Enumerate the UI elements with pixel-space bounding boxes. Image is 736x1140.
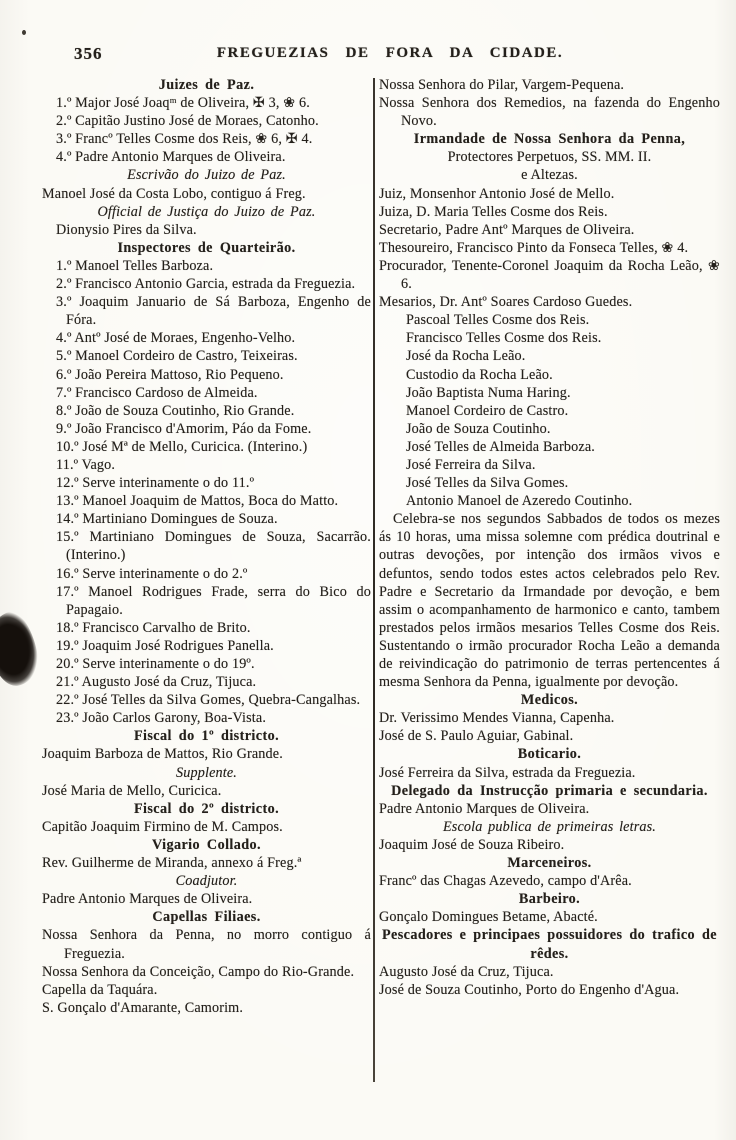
section-heading: Irmandade de Nossa Senhora da Penna,	[413, 131, 686, 148]
text-line: Nossa Senhora do Pilar, Vargem-Pequena.	[379, 77, 625, 93]
text-line: Coadjutor.	[175, 873, 238, 890]
text-line: Juiz, Monsenhor Antonio José de Mello.	[379, 185, 615, 202]
page-title: FREGUEZIAS DE FORA DA CIDADE.	[216, 45, 564, 61]
text-line: Manoel Cordeiro de Castro.	[406, 402, 569, 419]
section-heading: Boticario.	[517, 746, 582, 763]
section-heading: Marceneiros.	[507, 855, 592, 872]
text-line: 6.º João Pereira Mattoso, Rio Pequeno.	[56, 366, 284, 383]
text-line: Pascoal Telles Cosme dos Reis.	[406, 312, 590, 329]
text-line: João Baptista Numa Haring.	[406, 384, 571, 401]
text-line: José Maria de Mello, Curicica.	[42, 782, 222, 799]
text-line: 22.º José Telles da Silva Gomes, Quebra-Cangalhas.	[56, 692, 361, 709]
text-line: 16.º Serve interinamente o do 2.º	[56, 565, 248, 582]
text-line: Mesarios, Dr. Antº Soares Cardoso Guedes.	[379, 294, 633, 311]
text-line: José Ferreira da Silva, estrada da Freguezia.	[379, 764, 636, 781]
text-line: 12.º Serve interinamente o do 11.º	[56, 475, 255, 492]
text-line: 9.º João Francisco d'Amorim, Páo da Fome.	[56, 420, 312, 437]
text-line: Padre Antonio Marques de Oliveira.	[42, 891, 253, 908]
page-number: 356	[74, 44, 103, 63]
text-line: José Telles da Silva Gomes.	[406, 475, 569, 492]
text-line: 4.º Antº José de Moraes, Engenho-Velho.	[56, 330, 296, 347]
paper-speck-artifact	[22, 30, 26, 35]
text-line: Francisco Telles Cosme dos Reis.	[406, 330, 602, 347]
text-line: Procurador, Tenente-Coronel Joaquim da Rocha Leão, ❀ 6.	[379, 257, 720, 293]
text-line: Padre Antonio Marques de Oliveira.	[379, 800, 590, 817]
text-line: Rev. Guilherme de Miranda, annexo á Freg.ª	[42, 855, 302, 872]
text-line: José Telles de Almeida Barboza.	[406, 438, 595, 455]
text-line: 4.º Padre Antonio Marques de Oliveira.	[56, 149, 286, 166]
text-line: Capitão Joaquim Firmino de M. Campos.	[42, 818, 283, 835]
text-line: 1.º Major José Joaqᵐ de Oliveira, ✠ 3, ❀ 6.	[56, 95, 310, 112]
text-line: 21.º Augusto José da Cruz, Tijuca.	[56, 674, 257, 691]
text-line: Joaquim Barboza de Mattos, Rio Grande.	[42, 746, 283, 763]
text-line: Dionysio Pires da Silva.	[56, 221, 197, 238]
column-left	[42, 76, 371, 1017]
text-line: 2.º Capitão Justino José de Moraes, Catonho.	[56, 113, 319, 130]
text-line: Gonçalo Domingues Betame, Abacté.	[379, 909, 598, 926]
text-line: 8.º João de Souza Coutinho, Rio Grande.	[56, 402, 295, 419]
section-heading: Inspectores de Quarteirão.	[117, 239, 296, 256]
text-line: Secretario, Padre Antº Marques de Oliveira.	[379, 221, 635, 238]
text-line: Nossa Senhora dos Remedios, na fazenda do Engenho Novo.	[379, 95, 720, 130]
text-line: 11.º Vago.	[56, 456, 116, 473]
section-heading: Fiscal do 2º districto.	[133, 800, 280, 817]
text-line: 15.º Martiniano Domingues de Souza, Sacarrão. (Interino.)	[56, 529, 371, 564]
text-line: Celebra-se nos segundos Sabbados de todos os mezes ás 10 horas, uma missa solemne com prédica doutrinal e outras devoções, por intenção dos irmãos vivos e defuntos, sendo todos estes actos celebrados pelo Rev. Padre e Secretario da Irmandade por devoção, e bem assim o acompanhamento de harmonico e canto, tambem prestados pelos irmãos mesarios Telles Cosme dos Reis. Sustentando o irmão procurador Rocha Leão a demanda de reivindicação do patrimonio de terras pertencentes á mesma Senhora da Penna, igualmente por devoção.	[379, 511, 720, 691]
text-line: Manoel José da Costa Lobo, contiguo á Freg.	[42, 185, 306, 202]
column-right	[379, 76, 720, 999]
text-line: Joaquim José de Souza Ribeiro.	[379, 836, 565, 853]
text-line: José de S. Paulo Aguiar, Gabinal.	[379, 728, 574, 745]
text-line: Nossa Senhora da Penna, no morro contiguo á Freguezia.	[42, 927, 371, 962]
text-line: Thesoureiro, Francisco Pinto da Fonseca Telles, ❀ 4.	[379, 239, 689, 256]
section-heading: Fiscal do 1º districto.	[133, 728, 280, 745]
text-line: 7.º Francisco Cardoso de Almeida.	[56, 384, 258, 401]
text-line: Custodio da Rocha Leão.	[406, 366, 553, 383]
text-line: José Ferreira da Silva.	[406, 456, 536, 473]
text-line: Escola publica de primeiras letras.	[442, 818, 657, 835]
text-line: Francº das Chagas Azevedo, campo d'Arêa.	[379, 873, 632, 890]
section-heading: Delegado da Instrucção primaria e secundaria.	[391, 782, 708, 799]
text-line: 20.º Serve interinamente o do 19º.	[56, 656, 255, 672]
text-line: 1.º Manoel Telles Barboza.	[56, 257, 214, 274]
text-line: Augusto José da Cruz, Tijuca.	[379, 963, 554, 980]
text-line: S. Gonçalo d'Amarante, Camorim.	[42, 999, 244, 1016]
text-line: João de Souza Coutinho.	[406, 420, 551, 437]
text-line: 18.º Francisco Carvalho de Brito.	[56, 619, 251, 636]
text-line: Capella da Taquára.	[42, 981, 158, 998]
text-line: Dr. Verissimo Mendes Vianna, Capenha.	[379, 710, 615, 727]
section-heading: Juizes de Paz.	[158, 77, 255, 93]
text-line: Escrivão do Juizo de Paz.	[127, 167, 286, 184]
text-line: 2.º Francisco Antonio Garcia, estrada da Freguezia.	[56, 276, 356, 293]
text-line: 17.º Manoel Rodrigues Frade, serra do Bico do Papagaio.	[56, 583, 371, 618]
text-line: Juiza, D. Maria Telles Cosme dos Reis.	[379, 203, 608, 220]
section-heading: Capellas Filiaes.	[152, 909, 261, 926]
ink-stain-artifact	[0, 608, 43, 690]
text-line: 23.º João Carlos Garony, Boa-Vista.	[56, 710, 267, 727]
column-divider-rule	[373, 78, 375, 1082]
text-line: Official de Justiça do Juizo de Paz.	[97, 203, 316, 220]
section-heading: Medicos.	[520, 692, 579, 709]
page-header	[0, 44, 736, 66]
section-heading: Vigario Collado.	[152, 836, 261, 853]
text-line: 13.º Manoel Joaquim de Mattos, Boca do Matto.	[56, 493, 339, 510]
text-line: 19.º Joaquim José Rodrigues Panella.	[56, 637, 274, 654]
text-line: 3.º Francº Telles Cosme dos Reis, ❀ 6, ✠ 4.	[56, 131, 313, 148]
section-heading: Barbeiro.	[518, 891, 581, 908]
text-line: José de Souza Coutinho, Porto do Engenho d'Agua.	[379, 981, 680, 998]
text-line: Nossa Senhora da Conceição, Campo do Rio-Grande.	[42, 963, 355, 980]
text-line: Supplente.	[176, 764, 237, 781]
text-line: 3.º Joaquim Januario de Sá Barboza, Engenho de Fóra.	[56, 294, 371, 329]
text-line: 5.º Manoel Cordeiro de Castro, Teixeiras.	[56, 348, 298, 365]
section-heading: Pescadores e principaes possuidores do trafico de rêdes.	[381, 927, 717, 962]
text-line: 10.º José Mª de Mello, Curicica. (Interino.)	[56, 438, 308, 455]
text-line: 14.º Martiniano Domingues de Souza.	[56, 511, 278, 528]
text-line: e Altezas.	[521, 167, 578, 184]
text-line: Antonio Manoel de Azeredo Coutinho.	[406, 493, 633, 510]
text-line: José da Rocha Leão.	[406, 348, 526, 365]
text-line: Protectores Perpetuos, SS. MM. II.	[447, 149, 652, 166]
